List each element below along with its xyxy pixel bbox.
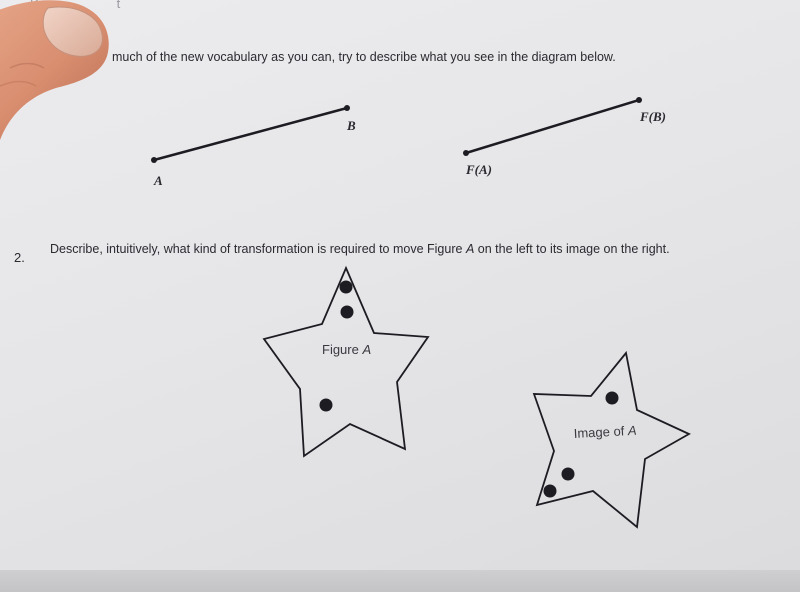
question-2-number: 2. bbox=[14, 250, 25, 265]
figure-a-label-var: A bbox=[362, 342, 372, 357]
segment-fa-fb bbox=[466, 100, 639, 153]
figure-a-dot-3 bbox=[320, 399, 333, 412]
figure-a-label bbox=[322, 342, 371, 357]
thumb-occlusion bbox=[0, 0, 120, 140]
point-a bbox=[151, 157, 157, 163]
question-2-text bbox=[50, 242, 670, 256]
image-a-dot-2 bbox=[562, 468, 575, 481]
label-a: A bbox=[154, 173, 163, 188]
image-a-dot-1 bbox=[606, 392, 619, 405]
header-fragment-end: t bbox=[116, 0, 121, 11]
image-a-label-prefix: Image of bbox=[573, 423, 625, 441]
label-fa: F(A) bbox=[466, 162, 492, 177]
figure-a-dot-1 bbox=[340, 281, 353, 294]
image-a-star bbox=[534, 353, 689, 527]
point-fb bbox=[636, 97, 642, 103]
image-a-label bbox=[573, 423, 637, 441]
figure-a-dot-2 bbox=[341, 306, 354, 319]
image-a-dot-3 bbox=[544, 485, 557, 498]
figure-a-star bbox=[264, 268, 428, 456]
label-b: B bbox=[347, 118, 356, 133]
image-a-label-var: A bbox=[627, 422, 637, 439]
label-fb: F(B) bbox=[640, 109, 666, 124]
question-2-text-before: Describe, intuitively, what kind of transformation is required to move Figure bbox=[50, 242, 463, 256]
point-b bbox=[344, 105, 350, 111]
question-1-text: much of the new vocabulary as you can, try to describe what you see in the diagram below. bbox=[112, 50, 616, 64]
figure-a-label-prefix: Figure bbox=[322, 342, 359, 357]
segment-ab bbox=[154, 108, 347, 160]
point-fa bbox=[463, 150, 469, 156]
question-2-text-var: A bbox=[465, 242, 475, 256]
question-2-text-after: on the left to its image on the right. bbox=[477, 242, 670, 256]
